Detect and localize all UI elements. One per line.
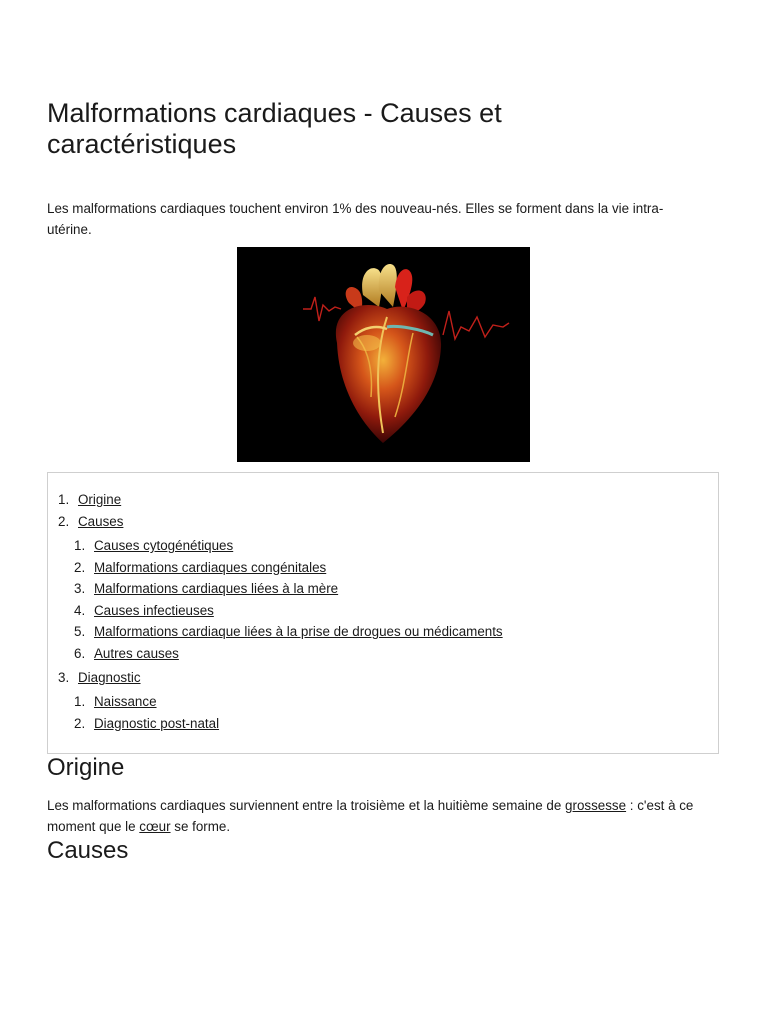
toc-link-causes[interactable]: Causes: [78, 514, 124, 529]
intro-paragraph: Les malformations cardiaques touchent environ 1% des nouveau-nés. Elles se forment dans la vie intra-utérine.: [47, 201, 664, 237]
toc-link-diagnostic-post-natal[interactable]: Diagnostic post-natal: [94, 715, 220, 731]
toc-item-causes: [58, 511, 708, 664]
page-title: Malformations cardiaques - Causes et caractéristiques: [47, 98, 502, 159]
origine-text: se forme.: [170, 819, 231, 834]
toc-link-malformations-mere[interactable]: Malformations cardiaques liées à la mère: [94, 581, 339, 596]
toc-subitem: [74, 643, 708, 665]
origine-paragraph: [47, 795, 719, 837]
toc-subitem: [74, 535, 708, 557]
toc-list: [58, 489, 708, 734]
grossesse-link[interactable]: grossesse: [565, 798, 627, 813]
toc-item-number: 2.: [58, 514, 70, 529]
toc-item-diagnostic: [58, 667, 708, 734]
article: [47, 98, 721, 865]
toc-sublist-diagnostic: [74, 691, 708, 734]
toc-link-causes-cytogenetiques[interactable]: Causes cytogénétiques: [94, 538, 234, 553]
toc-link-autres-causes[interactable]: Autres causes: [94, 645, 179, 661]
toc-subitem-number: 6.: [74, 645, 86, 661]
toc-item-number: 1.: [58, 492, 70, 507]
toc-subitem-number: 1.: [74, 694, 86, 709]
toc-link-malformations-congenitales[interactable]: Malformations cardiaques congénitales: [94, 559, 327, 575]
toc-subitem-number: 4.: [74, 602, 86, 618]
toc-item-number: 3.: [58, 670, 70, 685]
toc-link-causes-infectieuses[interactable]: Causes infectieuses: [94, 602, 214, 618]
toc-item-origine: [58, 489, 708, 511]
heart-illustration-icon: [237, 247, 530, 462]
toc-subitem: [74, 621, 708, 643]
toc-subitem: [74, 578, 708, 600]
toc-subitem: [74, 691, 708, 713]
toc-subitem-number: 5.: [74, 624, 86, 639]
section-heading-origine: Origine: [47, 754, 125, 781]
table-of-contents: [47, 472, 719, 754]
toc-link-naissance[interactable]: Naissance: [94, 694, 157, 709]
toc-subitem-number: 2.: [74, 559, 86, 575]
coeur-link[interactable]: cœur: [139, 819, 171, 834]
toc-link-origine[interactable]: Origine: [78, 492, 122, 507]
origine-text: Les malformations cardiaques surviennent entre la troisième et la huitième semaine de: [47, 798, 566, 813]
toc-subitem: [74, 713, 708, 735]
toc-subitem-number: 2.: [74, 715, 86, 731]
toc-subitem-number: 1.: [74, 538, 86, 553]
toc-link-malformations-drogues[interactable]: Malformations cardiaque liées à la prise de drogues ou médicaments: [94, 624, 503, 639]
toc-link-diagnostic[interactable]: Diagnostic: [78, 670, 141, 685]
toc-subitem: [74, 600, 708, 622]
toc-subitem: [74, 557, 708, 579]
toc-sublist-causes: [74, 535, 708, 664]
section-heading-causes: Causes: [47, 837, 129, 864]
heart-image: [237, 247, 530, 462]
toc-subitem-number: 3.: [74, 581, 86, 596]
origine-text: : c'est à ce moment que le: [47, 798, 694, 834]
